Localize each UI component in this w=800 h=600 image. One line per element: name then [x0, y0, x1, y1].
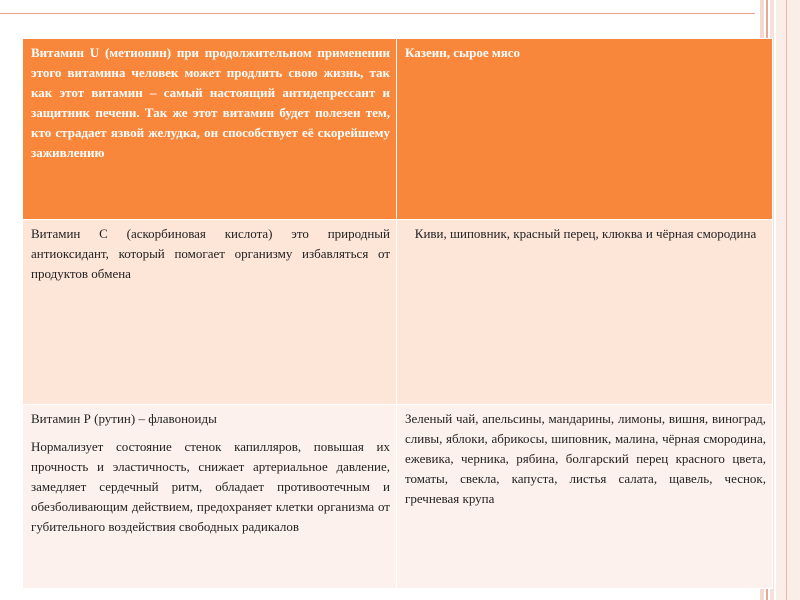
vitamin-description-cell	[23, 39, 397, 220]
food-sources: Зеленый чай, апельсины, мандарины, лимоны, вишня, виноград, сливы, яблоки, абрикосы, шиповник, малина, чёрная смородина, ежевика, черника, рябина, болгарский перец красного цвета, томаты, свекла, капуста, листья салата, щавель, чеснок, гречневая крупа	[405, 411, 766, 506]
vitamin-title: Витамин Р (рутин) – флавоноиды	[31, 411, 217, 426]
vitamin-description-cell	[23, 405, 397, 589]
food-sources-cell	[397, 405, 773, 589]
table-row	[23, 39, 773, 220]
top-divider-line	[0, 13, 755, 14]
food-sources-cell	[397, 220, 773, 405]
food-sources: Казеин, сырое мясо	[405, 45, 521, 60]
vitamin-description: Витамин С (аскорбиновая кислота) это природный антиоксидант, который помогает организму избавляться от продуктов обмена	[31, 226, 390, 281]
vitamin-description: Нормализует состояние стенок капилляров, повышая их прочность и эластичность, снижает артериальное давление, замедляет сердечный ритм, обладает противоотечным и обезболивающим действием, предохраняет клетки организма от губительного воздействия свободных радикалов	[31, 439, 390, 534]
table-row	[23, 405, 773, 589]
food-sources: Киви, шиповник, красный перец, клюква и чёрная смородина	[414, 226, 757, 241]
table-row	[23, 220, 773, 405]
vitamins-table	[22, 38, 773, 589]
vitamin-description: Витамин U (метионин) при продолжительном применении этого витамина человек может продлить свою жизнь, так как этот витамин – самый настоящий антидепрессант и защитник печени. Так же этот витамин будет полезен тем, кто страдает язвой желудка, он способствует её скорейшему заживлению	[31, 45, 390, 160]
food-sources-cell	[397, 39, 773, 220]
vitamin-description-cell	[23, 220, 397, 405]
